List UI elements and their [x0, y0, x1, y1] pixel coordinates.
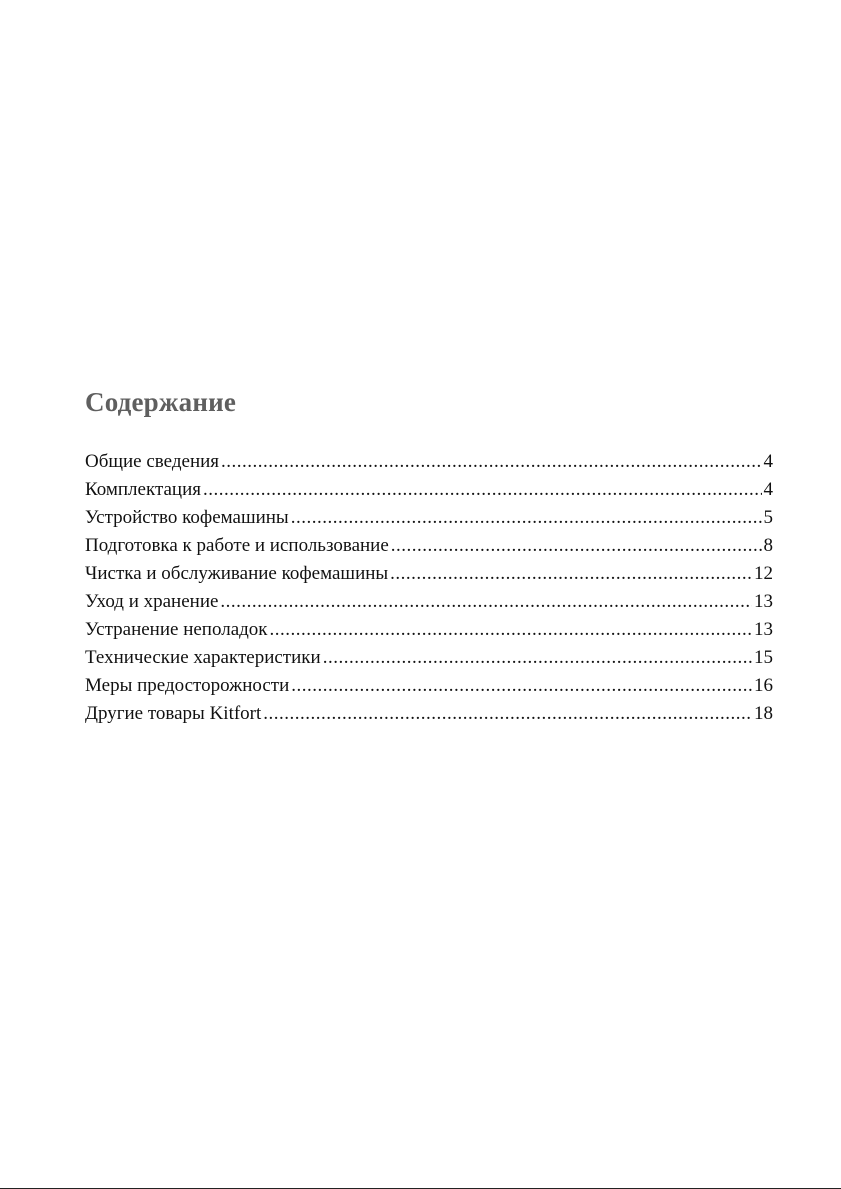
toc-entry-label: Уход и хранение — [85, 591, 219, 612]
table-of-contents — [85, 448, 773, 728]
toc-entry-preparation-and-use[interactable] — [85, 532, 773, 560]
toc-page-number: 16 — [754, 675, 773, 696]
dot-leader — [291, 504, 762, 532]
toc-page-number: 12 — [754, 563, 773, 584]
dot-leader — [220, 588, 752, 616]
toc-page-number: 18 — [754, 703, 773, 724]
dot-leader — [203, 476, 762, 504]
toc-page-number: 13 — [754, 591, 773, 612]
toc-entry-device-structure[interactable] — [85, 504, 773, 532]
toc-entry-label: Другие товары Kitfort — [85, 703, 262, 724]
toc-entry-safety-precautions[interactable] — [85, 672, 773, 700]
dot-leader — [263, 700, 752, 728]
toc-entry-label: Технические характеристики — [85, 647, 321, 668]
dot-leader — [323, 644, 752, 672]
toc-page-number: 4 — [763, 479, 773, 500]
toc-entry-label: Устройство кофемашины — [85, 507, 289, 528]
toc-page-number: 8 — [763, 535, 773, 556]
dot-leader — [270, 616, 752, 644]
toc-entry-care-and-storage[interactable] — [85, 588, 773, 616]
toc-entry-other-products[interactable] — [85, 700, 773, 728]
toc-title: Содержание — [85, 387, 237, 417]
toc-entry-label: Чистка и обслуживание кофемашины — [85, 563, 389, 584]
toc-entry-troubleshooting[interactable] — [85, 616, 773, 644]
toc-entry-specifications[interactable] — [85, 644, 773, 672]
toc-entry-label: Комплектация — [85, 479, 201, 500]
toc-entry-label: Подготовка к работе и использование — [85, 535, 389, 556]
toc-page-number: 13 — [754, 619, 773, 640]
dot-leader — [221, 448, 761, 476]
toc-page-number: 5 — [763, 507, 773, 528]
toc-entry-label: Общие сведения — [85, 451, 220, 472]
toc-entry-label: Устранение неполадок — [85, 619, 268, 640]
toc-page-number: 15 — [754, 647, 773, 668]
toc-page-number: 4 — [763, 451, 773, 472]
dot-leader — [291, 672, 752, 700]
toc-entry-cleaning-and-maintenance[interactable] — [85, 560, 773, 588]
toc-entry-label: Меры предосторожности — [85, 675, 290, 696]
dot-leader — [390, 560, 752, 588]
toc-entry-general-info[interactable] — [85, 448, 773, 476]
toc-entry-package-contents[interactable] — [85, 476, 773, 504]
dot-leader — [391, 532, 762, 560]
